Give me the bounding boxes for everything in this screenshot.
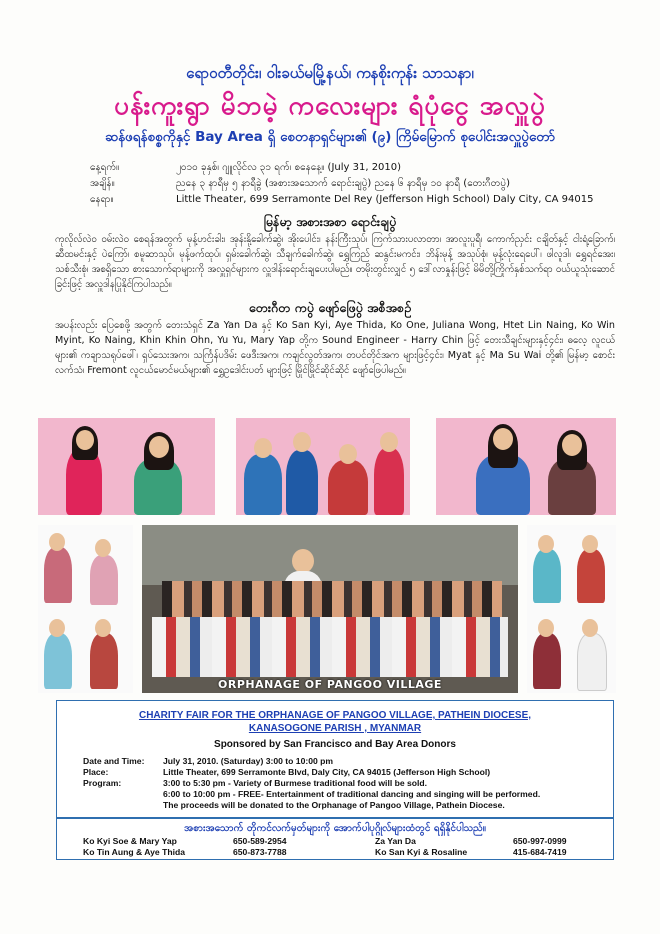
english-place-row <box>83 767 490 778</box>
contact-phone: 650-873-7788 <box>233 847 287 857</box>
child-face <box>49 619 65 637</box>
child-face <box>95 619 111 637</box>
info-date-row <box>90 161 401 175</box>
english-title <box>57 709 613 735</box>
info-date-label: နေ့ရက်။ <box>90 162 120 173</box>
english-place-value: Little Theater, 699 Serramonte Blvd, Daly City, CA 94015 (Jefferson High School) <box>163 767 491 777</box>
english-program-2: 6:00 to 10:00 pm - FREE- Entertainment of traditional dancing and singing will be performed. <box>163 789 541 799</box>
children-photo-left <box>38 525 133 693</box>
food-paragraph: ကုလိုလ်လဲဝ ဝမ်းလဲဝ စေရန်အတွက် မုန့်ဟင်းခါး၊ အုန်းနို့ခေါက်ဆွဲ၊ အိုးပေါင်း၊ နန်းကြီးသုပ်၊ ကြက်သားပလာတာ၊ အာလူးပူရီ၊ ကောက်ညှင်း ငချိတ်နှင့် ငါးရံ့ခြောက်၊ ဆီထမင်းနှင့် ပဲကြော်၊ စမူဆာသုပ်၊ မုန့်ဖက်ထုပ်၊ ရှမ်းခေါက်ဆွဲ၊ သီချက်ခေါက်ဆွဲ၊ ရွှေကြည် ဆနွင်းမကင်း၊ ဘိန်းမုန့် အသုပ်စုံ၊ မုန့်လုံးရေပေါ်၊ ဖါလူဒါ၊ ရွှေရင်အေး၊ သစ်သီးစုံ၊ အစရှိသော စားသောက်ရာများကို အလှူရှင်များက လှူဒါန်းရောင်းချပေးပါမည်။ တမိုးတွင်းလျှင် ၅ ဒေါ်လာနှုန်းဖြင့် မိမိတို့ကြိုက်နှစ်သက်ရာ ဝယ်ယူသုံးဆောင်ခြင်းဖြင့် အလှူဒါနပြုနိုင်ကြပါသည်။ <box>55 234 615 290</box>
dancer-figure <box>374 448 404 515</box>
dancer-face <box>339 444 357 464</box>
contact-phone: 415-684-7419 <box>513 847 567 857</box>
child-figure <box>90 555 118 605</box>
dancer-figure <box>328 460 368 515</box>
dancers-photo-1 <box>38 418 215 515</box>
english-title-line-1: CHARITY FAIR FOR THE ORPHANAGE OF PANGOO VILLAGE, PATHEIN DIOCESE, <box>138 710 532 721</box>
dancer-face <box>149 436 169 458</box>
contact-name: Ko Kyi Soe & Mary Yap <box>83 836 177 846</box>
music-heading: တေးဂီတ ကပွဲ ဖျော်ဖြေပွဲ အစီအစဉ် <box>248 300 412 315</box>
contact-name: Ko Tin Aung & Aye Thida <box>83 847 186 857</box>
child-figure <box>44 633 72 689</box>
english-title-line-2: KANASOGONE PARISH , MYANMAR <box>248 723 422 734</box>
english-info-box <box>56 700 614 818</box>
dancer-figure <box>244 454 282 515</box>
contact-phone: 650-589-2954 <box>233 836 287 846</box>
children-clothes-row <box>152 617 508 677</box>
info-place-value: Little Theater, 699 Serramonte Del Rey (Jefferson High School) Daly City, CA 94015 <box>176 194 594 205</box>
child-face <box>538 619 554 637</box>
info-date-value: ၂၀၁၀ ခုနှစ်၊ ဂျူလိုင်လ ၃၁ ရက်၊ စနေနေ့။ (July 31, 2010) <box>176 162 402 173</box>
dancer-face <box>493 428 513 450</box>
child-figure <box>533 549 561 603</box>
child-face <box>582 619 598 637</box>
child-figure <box>44 547 72 603</box>
info-place-label: နေရာ။ <box>90 194 114 205</box>
child-figure <box>577 633 607 691</box>
english-program-row <box>83 778 427 789</box>
dancer-figure <box>286 450 318 515</box>
info-place-row <box>90 193 593 207</box>
children-heads-row <box>162 581 502 619</box>
sub-title: ဆန်ဖရန်စစ္စကိုနှင့် Bay Area ရှိ စေတနာရှင်များ၏ (၉) ကြိမ်မြောက် စုပေါင်းအလှူပွဲတော် <box>105 129 555 145</box>
contact-name: Ko San Kyi & Rosaline <box>375 847 468 857</box>
photo-background <box>142 525 518 585</box>
contacts-heading: အစားအသောက် တိုကင်လက်မှတ်များကို အောက်ပါပုဂ္ဂိုလ်များထံတွင် ရရှိနိုင်ပါသည်။ <box>184 823 486 834</box>
contacts-box <box>56 818 614 860</box>
child-figure <box>90 633 118 689</box>
english-proceeds: The proceeds will be donated to the Orphanage of Pangoo Village, Pathein Diocese. <box>163 800 505 810</box>
child-face <box>49 533 65 551</box>
english-date-label: Date and Time: <box>83 756 145 766</box>
child-face <box>582 535 598 553</box>
english-place-label: Place: <box>83 767 109 777</box>
food-heading: မြန်မာ့ အစားအစာ ရောင်းချပွဲ <box>263 214 397 229</box>
child-face <box>538 535 554 553</box>
orphanage-caption: ORPHANAGE OF PANGOO VILLAGE <box>218 678 442 691</box>
child-figure <box>577 549 605 603</box>
english-date-value: July 31, 2010. (Saturday) 3:00 to 10:00 pm <box>163 756 334 766</box>
contact-phone: 650-997-0999 <box>513 836 567 846</box>
english-program-label: Program: <box>83 778 122 788</box>
info-time-row <box>90 177 510 191</box>
dancer-face <box>293 432 311 452</box>
orphanage-group-photo <box>142 525 518 693</box>
dancer-face <box>380 432 398 452</box>
dancers-photo-2 <box>236 418 410 515</box>
dancers-photo-3 <box>436 418 616 515</box>
dancer-face <box>254 438 272 458</box>
english-program-1: 3:00 to 5:30 pm - Variety of Burmese traditional food will be sold. <box>163 778 428 788</box>
child-figure <box>533 633 561 689</box>
main-title: ပန်းကူးရွာ မိဘမဲ့ ကလေးများ ရံပုံငွေ အလှူပွဲ <box>114 91 546 121</box>
sponsor-line: Sponsored by San Francisco and Bay Area Donors <box>214 739 456 750</box>
info-time-value: ညနေ ၃ နာရီမှ ၅ နာရီခွဲ (အစားအသောက် ရောင်းချပွဲ) ညနေ ၆ နာရီမှ ၁၀ နာရီ (တေးဂီတပွဲ) <box>176 178 510 189</box>
dancer-face <box>76 430 94 450</box>
english-date-row <box>83 756 333 767</box>
header-top-line: ရောဝတီတိုင်း၊ ဝါးခယ်မမြို့နယ်၊ ကနစိုးကုန်း သာသနာ၊ <box>186 64 474 82</box>
child-face <box>95 539 111 557</box>
dancer-face <box>562 434 582 456</box>
adult-face <box>292 549 314 573</box>
contact-name: Za Yan Da <box>375 836 416 846</box>
info-time-label: အချိန်။ <box>90 178 115 189</box>
children-photo-right <box>527 525 616 693</box>
music-paragraph: အပန်းလည်း ပြေစေဖို့ အတွက် တေးသံရှင် Za Yan Da နှင့် Ko San Kyi, Aye Thida, Ko One, Juliana Wong, Htet Lin Naing, Ko Win Myint, Ko Naing, Khin Khin Ohn, Yu Yu, Mary Yap တို့က Sound Engineer - Harry Chin ဖြင့် တေးသီချင်းများနှင့်၄င်း၊ ဓလေ့ လူငယ် များ၏ ကချာသရုပ်ဖေါ်၊ ရှပ်သေးအက၊ သင်္ကြန်ပဒိမ်း ဖေဒီးအက၊ ကချင်လွတ်အက၊ တပင်တိုင်အက များဖြင့်၄င်း၊ Myat နှင့် Ma Su Wai တို့၏ မြန်မာ့ စောင်းလက်သံ၊ Fremont လူငယ်မောင်မယ်များ၏ ရွှေဥဒေါင်းပတ် များဖြင့် မြိုင်မြိုင်ဆိုင်ဆိုင် ဖျော်ဖြေပါမည်။ <box>55 320 615 376</box>
